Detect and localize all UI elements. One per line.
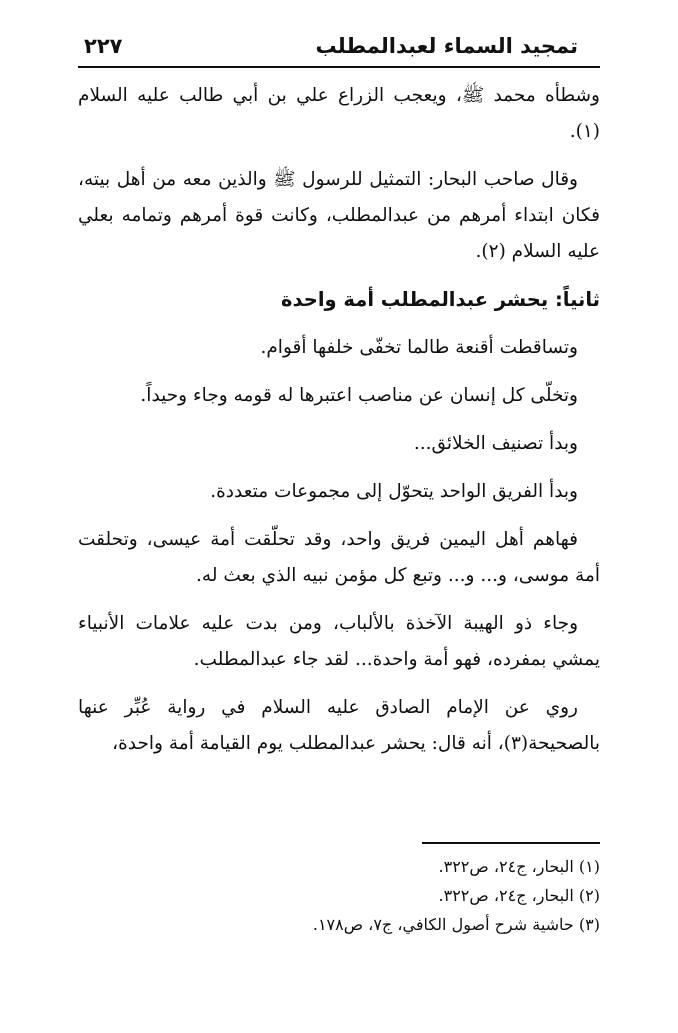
paragraph-5: وبدأ تصنيف الخلائق... (413, 433, 578, 454)
page-number: ٢٢٧ (84, 34, 123, 58)
paragraph-1: وشطأه محمد ﷺ، ويعجب الزراع علي بن أبي طالب عليه السلام (١). (78, 85, 600, 142)
footnote-3: (٣) حاشية شرح أصول الكافي، ج٧، ص١٧٨. (312, 915, 600, 934)
paragraph-2: وقال صاحب البحار: التمثيل للرسول ﷺ والذين معه من أهل بيته، فكان ابتداء أمرهم من عبدالمطلب، وكانت قوة أمرهم وتمامه بعلي عليه السلام (٢). (78, 169, 600, 262)
footnotes (78, 852, 600, 939)
body-text (78, 78, 600, 774)
running-header (78, 30, 600, 68)
paragraph-3: وتساقطت أقنعة طالما تخفّى خلفها أقوام. (260, 337, 578, 358)
paragraph-8: وجاء ذو الهيبة الآخذة بالألباب، ومن بدت عليه علامات الأنبياء يمشي بمفرده، فهو أمة واحدة... لقد جاء عبدالمطلب. (78, 613, 600, 670)
paragraph-7: فهاهم أهل اليمين فريق واحد، وقد تحلّقت أمة عيسى، وتحلقت أمة موسى، و... و... وتبع كل مؤمن نبيه الذي بعث له. (78, 529, 600, 586)
footnote-1: (١) البحار، ج٢٤، ص٣٢٢. (438, 857, 600, 876)
running-title: تمجيد السماء لعبدالمطلب (315, 34, 578, 58)
paragraph-9: روي عن الإمام الصادق عليه السلام في رواية عُبِّر عنها بالصحيحة(٣)، أنه قال: يحشر عبدالمطلب يوم القيامة أمة واحدة، (78, 697, 600, 754)
footnote-separator (422, 842, 600, 844)
paragraph-6: وبدأ الفريق الواحد يتحوّل إلى مجموعات متعددة. (210, 481, 578, 502)
paragraph-4: وتخلّى كل إنسان عن مناصب اعتبرها له قومه وجاء وحيداً. (140, 385, 578, 406)
footnote-2: (٢) البحار، ج٢٤، ص٣٢٢. (438, 886, 600, 905)
section-heading: ثانياً: يحشر عبدالمطلب أمة واحدة (281, 288, 600, 311)
